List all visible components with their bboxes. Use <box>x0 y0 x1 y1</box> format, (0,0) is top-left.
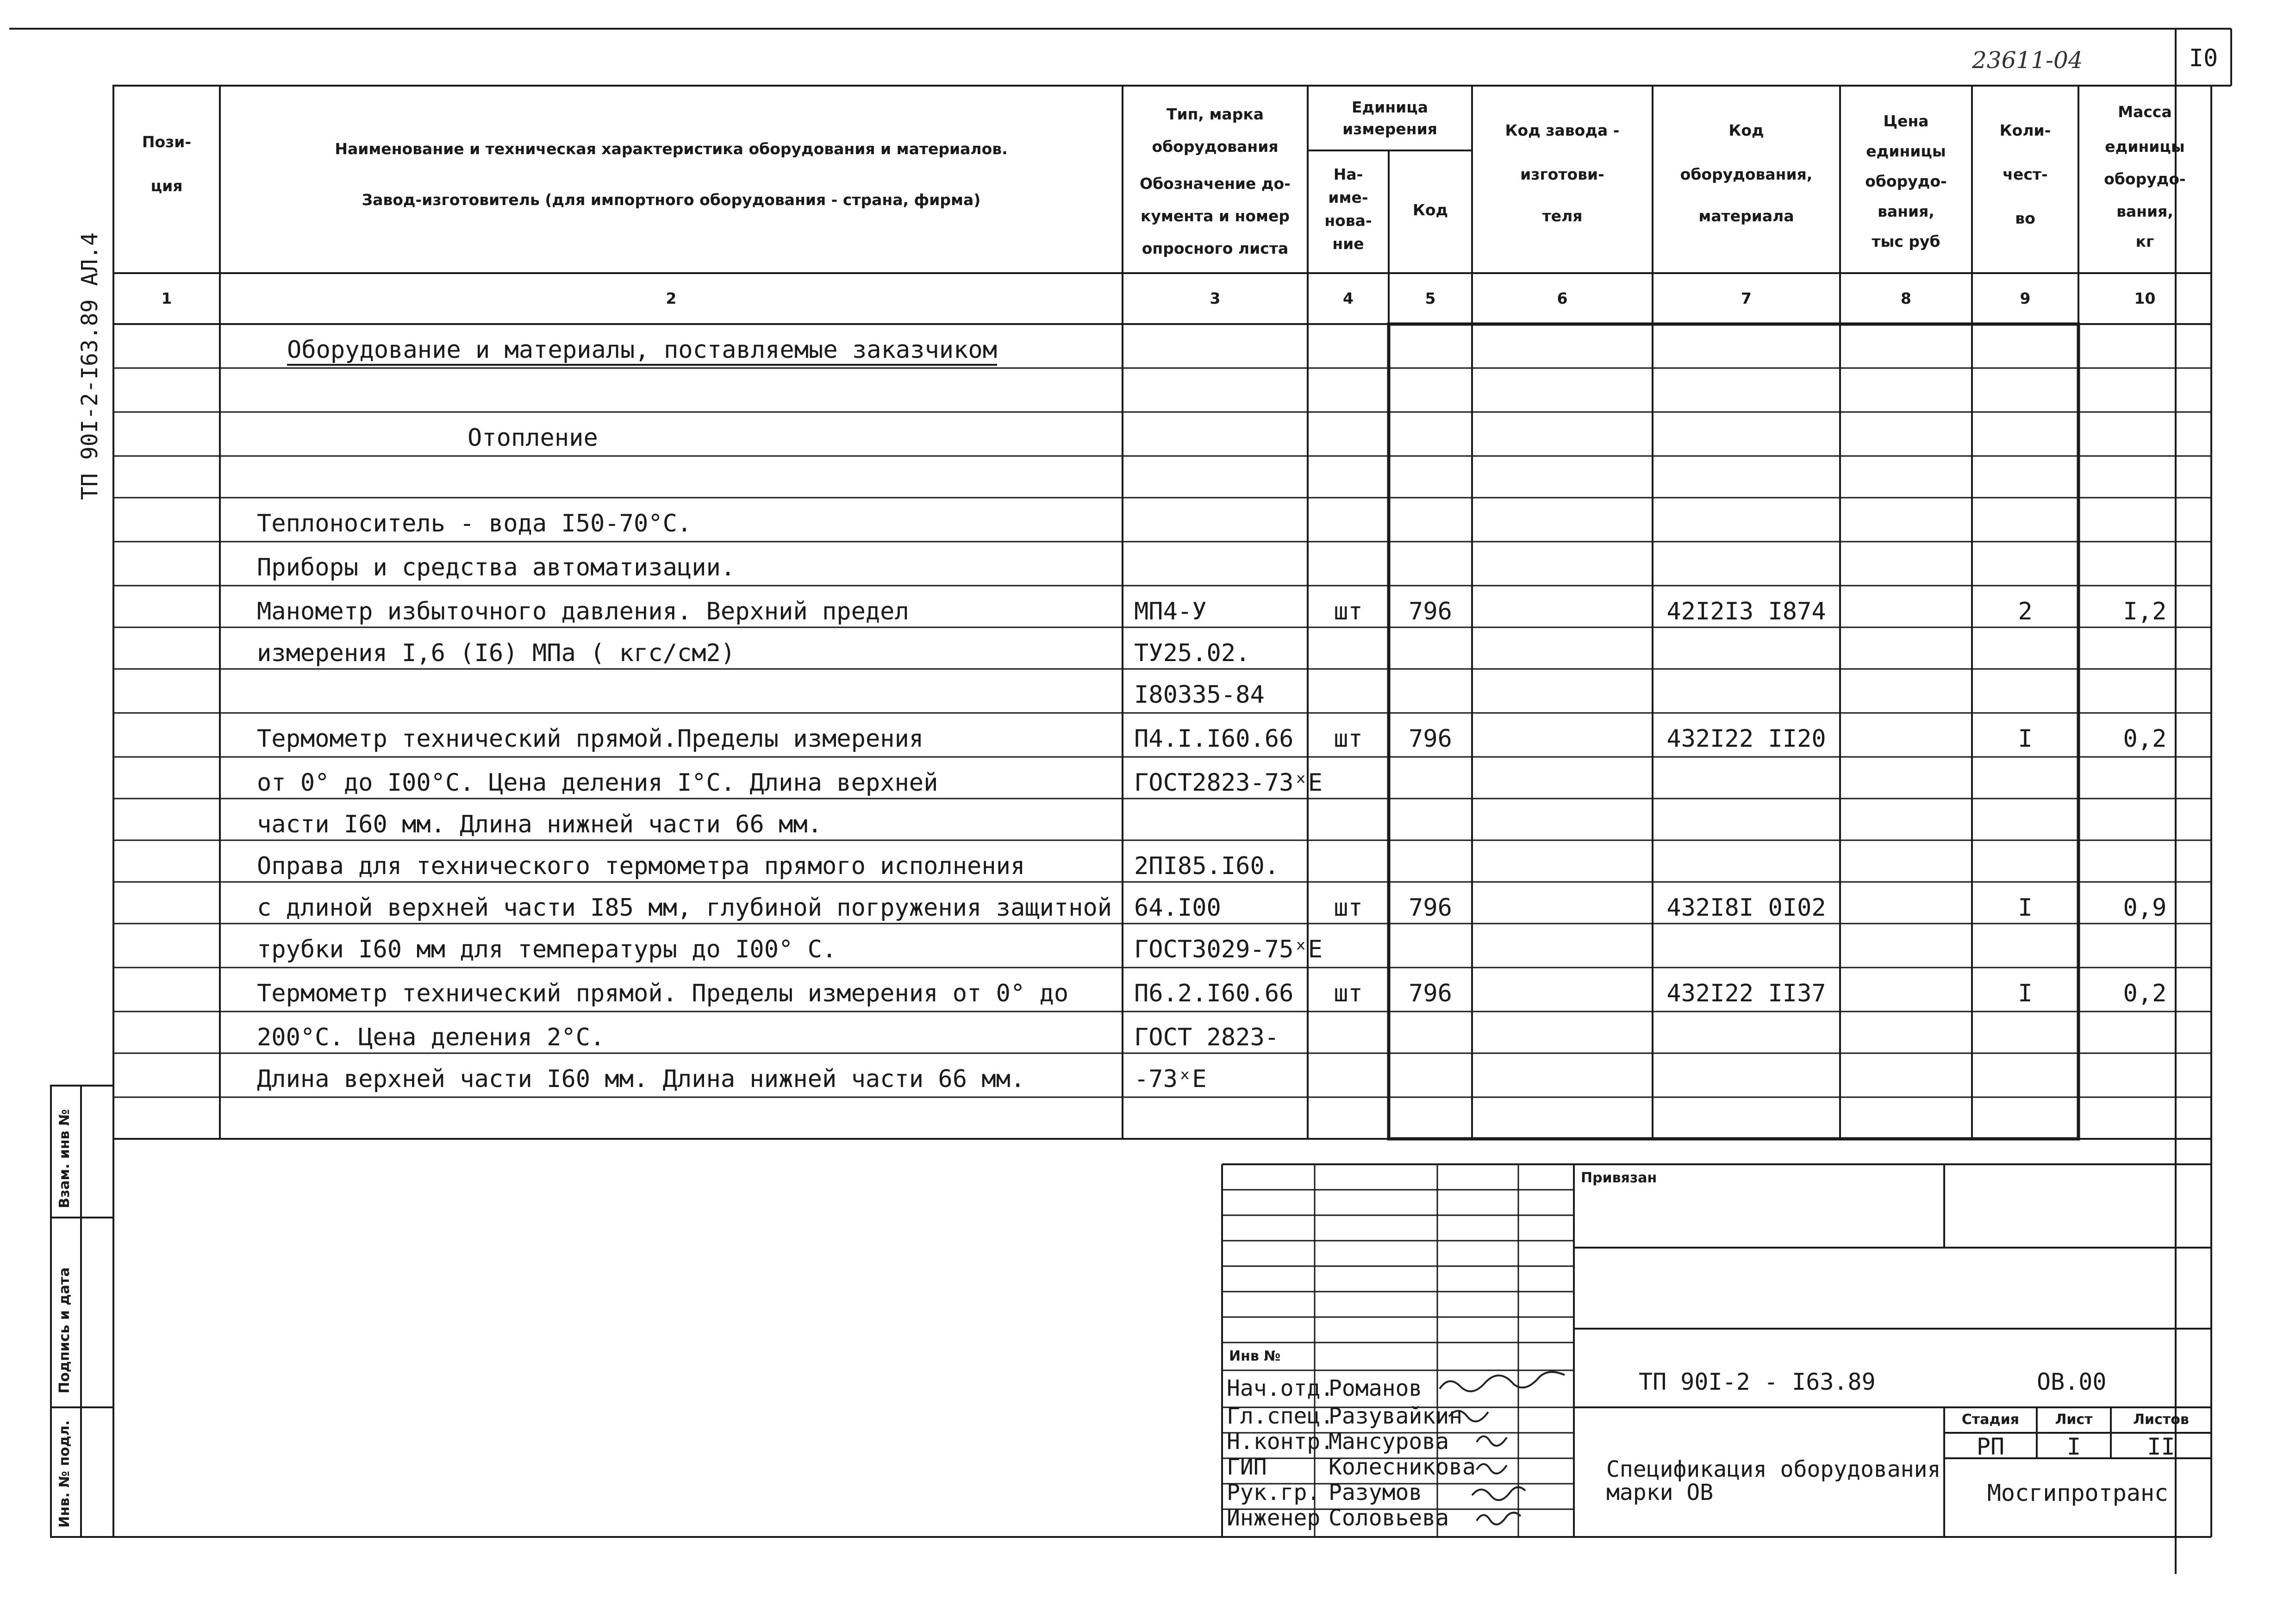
header-col8-line1: Цена <box>1883 112 1929 130</box>
col-number-9: 9 <box>2020 289 2031 307</box>
header-col2-line2: Завод-изготовитель (для импортного оборудования - страна, фирма) <box>362 191 981 209</box>
row-6-name: Манометр избыточного давления. Верхний предел <box>257 598 909 625</box>
header-col3-line2: оборудования <box>1152 137 1279 156</box>
row-12-type: 2ПI85.I60. <box>1134 852 1279 880</box>
header-col8-line3: оборудо- <box>1865 172 1947 190</box>
col-number-7: 7 <box>1741 289 1752 307</box>
row-7-type: ТУ25.02. <box>1134 639 1250 667</box>
staff-name-0: Романов <box>1329 1375 1423 1401</box>
header-col7-line2: оборудования, <box>1680 165 1813 183</box>
header-col3-line1: Тип, марка <box>1167 105 1264 123</box>
header-col10-line1: Масса <box>2118 103 2172 121</box>
row-17-type: -73ˣЕ <box>1134 1065 1207 1093</box>
row-13-mass: 0,9 <box>2123 894 2167 922</box>
row-0-name: Оборудование и материалы, поставляемые заказчиком <box>287 338 997 366</box>
header-col1-line2: ция <box>150 177 183 195</box>
header-col3-line5: опросного листа <box>1142 239 1289 257</box>
side-code: ТП 90I-2-I63.89 АЛ.4 <box>77 232 103 500</box>
staff-role-4: Рук.гр. <box>1227 1480 1321 1505</box>
row-13-code: 796 <box>1409 894 1452 922</box>
row-6-unit: шт <box>1334 598 1363 625</box>
col-number-8: 8 <box>1901 289 1911 307</box>
row-11-name: части I60 мм. Длина нижней части 66 мм. <box>257 811 822 838</box>
staff-name-1: Разувайкин <box>1329 1403 1462 1429</box>
sheet-number: I0 <box>2189 44 2218 72</box>
header-col7-line3: материала <box>1698 207 1794 225</box>
header-col2-line1: Наименование и техническая характеристика оборудования и материалов. <box>335 140 1008 158</box>
staff-name-2: Мансурова <box>1329 1429 1449 1455</box>
row-2-name: Отопление <box>468 424 598 452</box>
row-9-unit: шт <box>1334 725 1363 753</box>
row-6-code: 796 <box>1409 598 1452 625</box>
row-9-type: П4.I.I60.66 <box>1134 725 1294 753</box>
row-7-name: измерения I,6 (I6) МПа ( кгс/см2) <box>257 639 736 667</box>
signatures <box>1440 1372 1565 1524</box>
row-5-name: Приборы и средства автоматизации. <box>257 554 736 581</box>
row-10-name: от 0° до I00°С. Цена деления I°С. Длина верхней <box>257 769 938 797</box>
row-6-mass: I,2 <box>2123 598 2167 625</box>
header-col8-line5: тыс руб <box>1872 232 1940 250</box>
col-number-5: 5 <box>1425 289 1436 307</box>
sheet-value: I <box>2066 1433 2081 1460</box>
header-col4-line3: нова- <box>1324 212 1372 230</box>
header-col5: Код <box>1412 201 1448 219</box>
staff-name-3: Колесникова <box>1329 1454 1476 1480</box>
row-13-quantity: I <box>2018 894 2033 922</box>
stage-value: РП <box>1976 1433 2005 1460</box>
staff-name-4: Разумов <box>1329 1480 1423 1505</box>
staff-role-5: Инженер <box>1227 1505 1321 1531</box>
row-10-type: ГОСТ2823-73ˣЕ <box>1134 769 1323 797</box>
col-number-10: 10 <box>2134 289 2156 307</box>
staff-role-3: ГИП <box>1227 1454 1267 1480</box>
header-col7-line1: Код <box>1728 121 1764 139</box>
inv-no-label: Инв № <box>1229 1348 1281 1364</box>
row-15-unit: шт <box>1334 980 1363 1007</box>
row-12-name: Оправа для технического термометра прямого исполнения <box>257 852 1025 880</box>
sheet-label: Лист <box>2055 1412 2093 1428</box>
doc-title-line1: Спецификация оборудования <box>1606 1456 1941 1482</box>
header-col8-line2: единицы <box>1866 142 1946 160</box>
header-col10-line2: единицы <box>2105 137 2185 156</box>
row-14-type: ГОСТ3029-75ˣЕ <box>1134 936 1323 963</box>
col-number-2: 2 <box>666 289 677 307</box>
header-col10-line3: оборудо- <box>2104 170 2186 188</box>
header-col4-line2: име- <box>1328 188 1368 206</box>
row-13-name: с длиной верхней части I85 мм, глубиной погружения защитной <box>257 894 1112 922</box>
row-8-type: I80335-84 <box>1134 681 1265 709</box>
col-number-1: 1 <box>161 289 172 307</box>
row-15-material-code: 432I22 II37 <box>1666 980 1826 1007</box>
header-col10-line4: вания, <box>2116 202 2173 220</box>
header-col4-line4: ние <box>1332 235 1364 253</box>
header-col6-line2: изготови- <box>1520 165 1604 183</box>
row-9-quantity: I <box>2018 725 2033 753</box>
row-16-type: ГОСТ 2823- <box>1134 1024 1279 1051</box>
row-15-name: Термометр технический прямой. Пределы измерения от 0° до <box>257 980 1069 1007</box>
row-9-code: 796 <box>1409 725 1452 753</box>
staff-role-2: Н.контр. <box>1227 1429 1334 1455</box>
row-16-name: 200°С. Цена деления 2°С. <box>257 1024 605 1051</box>
row-14-name: трубки I60 мм для температуры до I00° С. <box>257 936 837 963</box>
row-9-name: Термометр технический прямой.Пределы измерения <box>257 725 924 753</box>
stamp-inv-podl: Инв. № подл. <box>56 1420 73 1528</box>
row-6-material-code: 42I2I3 I874 <box>1666 598 1826 625</box>
header-unit-line2: измерения <box>1342 120 1437 138</box>
header-col9-line1: Коли- <box>1999 121 2051 139</box>
row-4-name: Теплоноситель - вода I50-70°С. <box>257 510 692 537</box>
stamp-podpis-data: Подпись и дата <box>56 1267 73 1393</box>
row-15-quantity: I <box>2018 980 2033 1007</box>
sheets-label: Листов <box>2133 1412 2189 1428</box>
staff-name-5: Соловьева <box>1329 1505 1449 1531</box>
row-13-type: 64.I00 <box>1134 894 1221 922</box>
doc-mark: ОВ.00 <box>2037 1368 2107 1395</box>
row-15-type: П6.2.I60.66 <box>1134 980 1294 1007</box>
header-col3-line4: кумента и номер <box>1140 207 1290 225</box>
row-9-mass: 0,2 <box>2123 725 2167 753</box>
staff-role-0: Нач.отд. <box>1227 1375 1334 1401</box>
header-col3-line3: Обозначение до- <box>1140 175 1291 193</box>
row-13-unit: шт <box>1334 894 1363 922</box>
organization: Мосгипротранс <box>1987 1480 2169 1506</box>
header-col8-line4: вания, <box>1878 202 1934 220</box>
doc-code: ТП 90I-2 - I63.89 <box>1639 1368 1876 1395</box>
row-6-type: МП4-У <box>1134 598 1207 625</box>
header-col1-line1: Пози- <box>142 133 192 151</box>
col-number-6: 6 <box>1557 289 1568 307</box>
header-col10-line5: кг <box>2135 232 2154 250</box>
row-15-mass: 0,2 <box>2123 980 2167 1007</box>
row-13-material-code: 432I8I 0I02 <box>1666 894 1826 922</box>
row-15-code: 796 <box>1409 980 1452 1007</box>
inventory-mark: 23611-04 <box>1972 47 2083 74</box>
row-6-quantity: 2 <box>2018 598 2033 625</box>
header-col9-line2: чест- <box>2003 165 2048 183</box>
header-col6-line1: Код завода - <box>1505 121 1620 139</box>
header-unit-line1: Единица <box>1352 98 1428 116</box>
privyazan-label: Привязан <box>1581 1170 1657 1186</box>
header-col6-line3: теля <box>1542 207 1583 225</box>
staff-role-1: Гл.спец. <box>1227 1403 1334 1429</box>
doc-title-line2: марки ОВ <box>1606 1480 1714 1505</box>
row-17-name: Длина верхней части I60 мм. Длина нижней части 66 мм. <box>257 1065 1025 1093</box>
stage-label: Стадия <box>1961 1412 2020 1428</box>
sheets-value: II <box>2147 1433 2175 1460</box>
col-number-4: 4 <box>1343 289 1354 307</box>
col-number-3: 3 <box>1210 289 1221 307</box>
header-col9-line3: во <box>2015 209 2035 227</box>
stamp-vzam-inv: Взам. инв № <box>56 1109 73 1208</box>
row-9-material-code: 432I22 II20 <box>1666 725 1826 753</box>
header-col4-line1: На- <box>1333 165 1363 183</box>
